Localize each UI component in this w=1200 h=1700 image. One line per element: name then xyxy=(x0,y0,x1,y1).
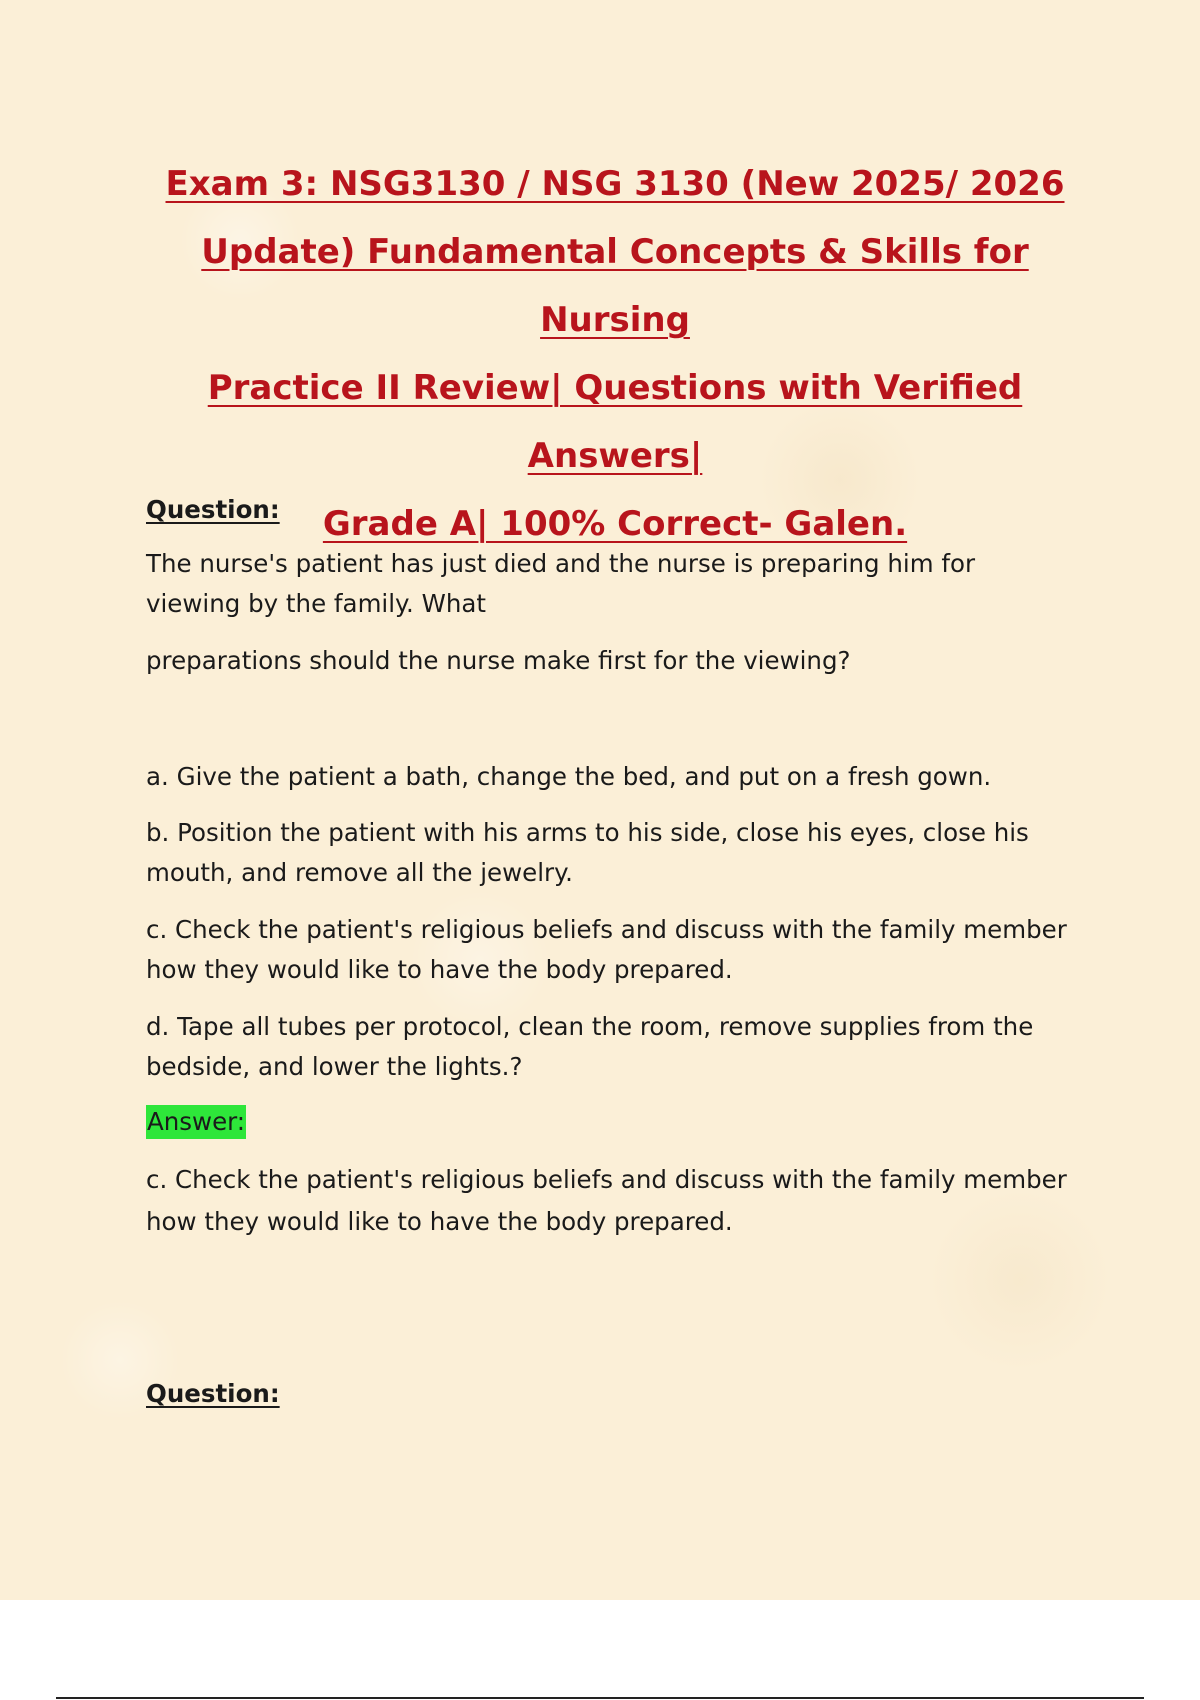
option-a xyxy=(146,757,1091,797)
option-d-line-1: d. Tape all tubes per protocol, clean the room, remove supplies from the xyxy=(146,1012,1034,1041)
option-c xyxy=(146,910,1091,990)
question-1-stem-cont xyxy=(146,641,1091,681)
option-c-line-2: how they would like to have the body prepared. xyxy=(146,955,733,984)
option-b xyxy=(146,813,1091,893)
question-heading: Question: xyxy=(146,495,280,524)
title-line-1: Exam 3: NSG3130 / NSG 3130 (New 2025/ 2026 xyxy=(165,164,1065,204)
title-line-3: Practice II Review| Questions with Verified Answers| xyxy=(207,368,1023,476)
answer-block xyxy=(146,1105,1091,1139)
title-line-4: Grade A| 100% Correct- Galen. xyxy=(322,504,908,544)
option-d-line-2: bedside, and lower the lights.? xyxy=(146,1052,523,1081)
answer-label: Answer: xyxy=(146,1105,246,1139)
question-stem-line-2: viewing by the family. What xyxy=(146,589,486,618)
title-line-2: Update) Fundamental Concepts & Skills for Nursing xyxy=(201,232,1029,340)
question-stem-line-3: preparations should the nurse make first for the viewing? xyxy=(146,646,851,675)
answer-line-1: c. Check the patient's religious beliefs and discuss with the family member xyxy=(146,1165,1067,1194)
option-d xyxy=(146,1007,1091,1087)
option-b-line-2: mouth, and remove all the jewelry. xyxy=(146,858,573,887)
answer-line-2: how they would like to have the body prepared. xyxy=(146,1207,733,1236)
question-1 xyxy=(146,490,1091,530)
question-heading-2: Question: xyxy=(146,1379,280,1408)
question-2 xyxy=(146,1374,1091,1414)
question-1-stem xyxy=(146,544,1091,624)
option-a-text: a. Give the patient a bath, change the bed, and put on a fresh gown. xyxy=(146,762,992,791)
answer-text xyxy=(146,1159,1091,1243)
footer-divider xyxy=(56,1697,1144,1699)
question-stem-line-1: The nurse's patient has just died and the nurse is preparing him for xyxy=(146,549,976,578)
option-b-line-1: b. Position the patient with his arms to his side, close his eyes, close his xyxy=(146,818,1029,847)
option-c-line-1: c. Check the patient's religious beliefs and discuss with the family member xyxy=(146,915,1067,944)
